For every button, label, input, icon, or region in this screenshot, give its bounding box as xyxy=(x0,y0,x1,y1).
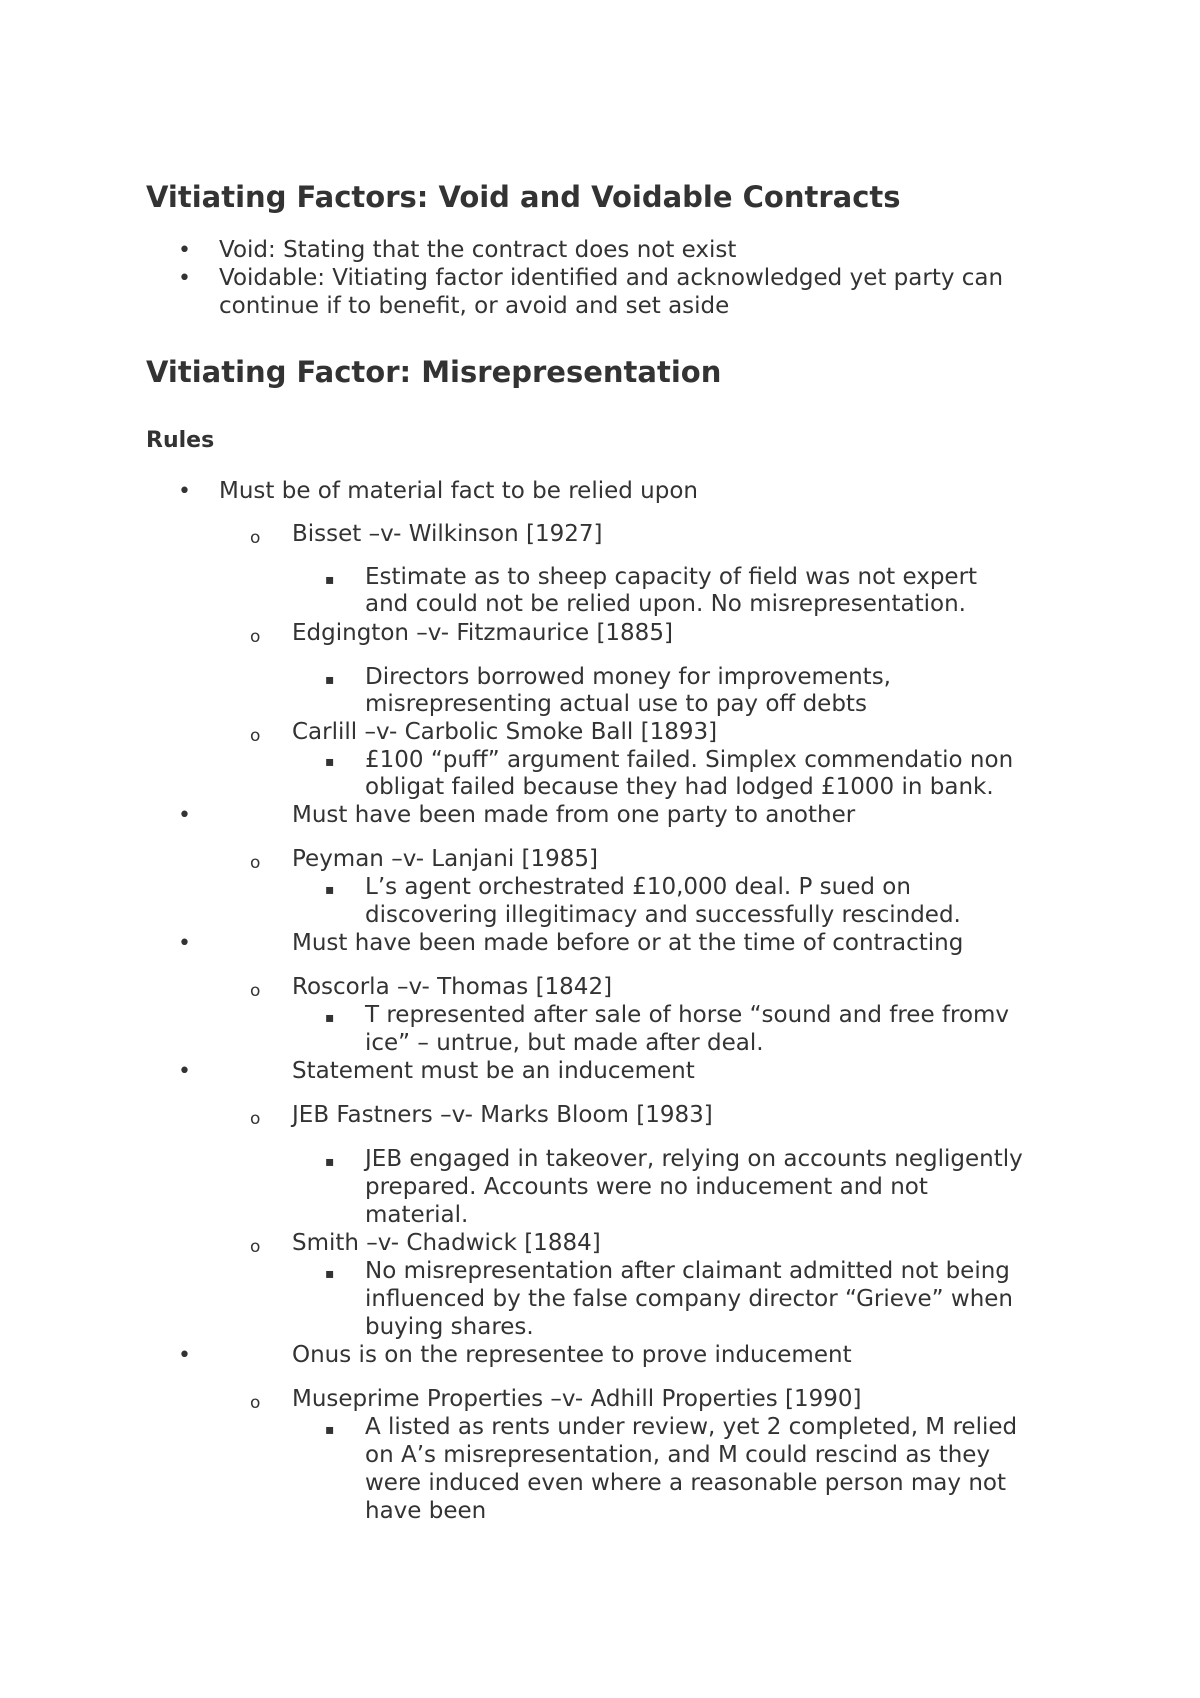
heading-misrepresentation: Vitiating Factor: Misrepresentation xyxy=(146,355,722,389)
rule-onus: Onus is on the representee to prove inducement xyxy=(292,1342,852,1368)
case-note-line: JEB engaged in takeover, relying on accounts negligently xyxy=(365,1146,1023,1172)
case-note-line: £100 “puff” argument failed. Simplex commendatio non xyxy=(365,747,1014,773)
case-note-line: material. xyxy=(365,1202,469,1228)
circle-bullet-icon: o xyxy=(250,1237,261,1257)
case-note-line: influenced by the false company director “Grieve” when xyxy=(365,1286,1013,1312)
heading-void-voidable: Vitiating Factors: Void and Voidable Contracts xyxy=(146,180,901,214)
case-carlill-carbolic: Carlill –v- Carbolic Smoke Ball [1893] xyxy=(292,719,718,745)
circle-bullet-icon: o xyxy=(250,726,261,746)
case-note-line: No misrepresentation after claimant admitted not being xyxy=(365,1258,1010,1284)
case-note-line: have been xyxy=(365,1498,487,1524)
rule-party-to-party: Must have been made from one party to another xyxy=(292,802,856,828)
square-bullet-icon: ▪ xyxy=(325,1422,335,1438)
case-note-line: L’s agent orchestrated £10,000 deal. P sued on xyxy=(365,874,911,900)
case-roscorla-thomas: Roscorla –v- Thomas [1842] xyxy=(292,974,613,1000)
case-note-line: T represented after sale of horse “sound and free fromv xyxy=(365,1002,1010,1028)
square-bullet-icon: ▪ xyxy=(325,754,335,770)
circle-bullet-icon: o xyxy=(250,981,261,1001)
rule-inducement: Statement must be an inducement xyxy=(292,1058,695,1084)
circle-bullet-icon: o xyxy=(250,853,261,873)
square-bullet-icon: ▪ xyxy=(325,1010,335,1026)
square-bullet-icon: ▪ xyxy=(325,572,335,588)
circle-bullet-icon: o xyxy=(250,627,261,647)
bullet-icon: • xyxy=(178,479,191,504)
bullet-icon: • xyxy=(178,266,191,291)
voidable-definition-line-2: continue if to benefit, or avoid and set aside xyxy=(219,293,730,319)
case-note-line: ice” – untrue, but made after deal. xyxy=(365,1030,764,1056)
case-note-line: discovering illegitimacy and successfully rescinded. xyxy=(365,902,961,928)
case-note-line: Directors borrowed money for improvements, xyxy=(365,664,891,690)
case-note-line: on A’s misrepresentation, and M could rescind as they xyxy=(365,1442,991,1468)
square-bullet-icon: ▪ xyxy=(325,882,335,898)
void-definition: Void: Stating that the contract does not exist xyxy=(219,237,737,263)
square-bullet-icon: ▪ xyxy=(325,1266,335,1282)
rules-heading: Rules xyxy=(146,428,215,453)
voidable-definition-line-1: Voidable: Vitiating factor identified and acknowledged yet party can xyxy=(219,265,1004,291)
square-bullet-icon: ▪ xyxy=(325,1154,335,1170)
circle-bullet-icon: o xyxy=(250,1109,261,1129)
bullet-icon: • xyxy=(178,931,191,956)
rule-timing: Must have been made before or at the time of contracting xyxy=(292,930,964,956)
bullet-icon: • xyxy=(178,238,191,263)
bullet-icon: • xyxy=(178,803,191,828)
case-note-line: A listed as rents under review, yet 2 completed, M relied xyxy=(365,1414,1018,1440)
square-bullet-icon: ▪ xyxy=(325,672,335,688)
case-jeb-fastners-marks-bloom: JEB Fastners –v- Marks Bloom [1983] xyxy=(292,1102,713,1128)
bullet-icon: • xyxy=(178,1343,191,1368)
case-bisset-wilkinson: Bisset –v- Wilkinson [1927] xyxy=(292,521,603,547)
case-note-line: were induced even where a reasonable person may not xyxy=(365,1470,1006,1496)
case-smith-chadwick: Smith –v- Chadwick [1884] xyxy=(292,1230,601,1256)
case-museprime-adhill: Museprime Properties –v- Adhill Properties [1990] xyxy=(292,1386,862,1412)
circle-bullet-icon: o xyxy=(250,1393,261,1413)
circle-bullet-icon: o xyxy=(250,528,261,548)
case-note-line: Estimate as to sheep capacity of field was not expert xyxy=(365,564,978,590)
case-note-line: misrepresenting actual use to pay off debts xyxy=(365,691,867,717)
case-peyman-lanjani: Peyman –v- Lanjani [1985] xyxy=(292,846,599,872)
case-note-line: and could not be relied upon. No misrepresentation. xyxy=(365,591,966,617)
case-note-line: obligat failed because they had lodged £1000 in bank. xyxy=(365,774,994,800)
case-note-line: buying shares. xyxy=(365,1314,534,1340)
case-edgington-fitzmaurice: Edgington –v- Fitzmaurice [1885] xyxy=(292,620,673,646)
case-note-line: prepared. Accounts were no inducement and not xyxy=(365,1174,928,1200)
rule-material-fact: Must be of material fact to be relied upon xyxy=(219,478,698,504)
bullet-icon: • xyxy=(178,1059,191,1084)
